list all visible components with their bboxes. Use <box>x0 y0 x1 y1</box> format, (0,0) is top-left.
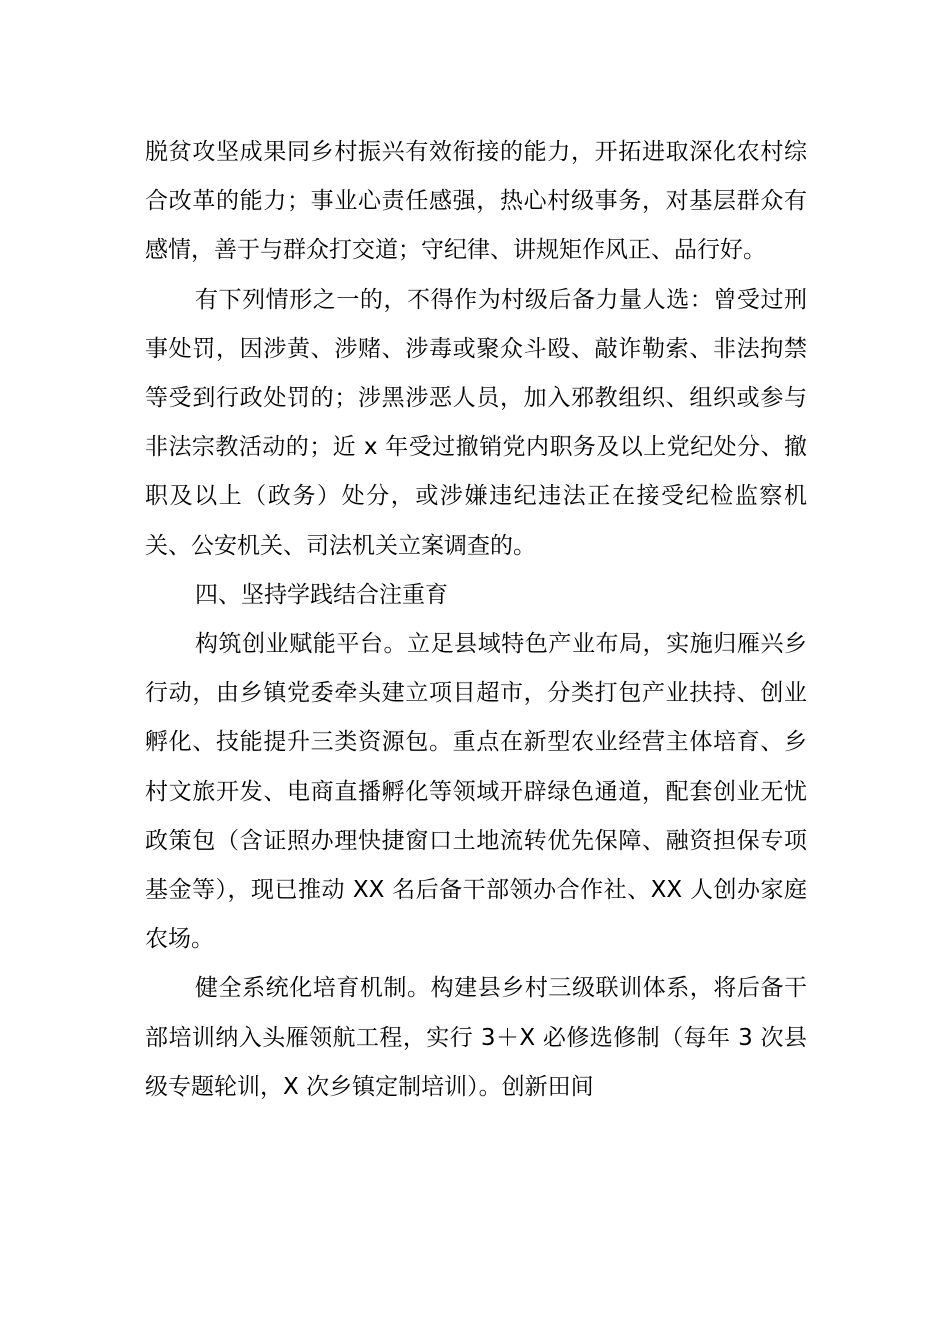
paragraph-continuation: 脱贫攻坚成果同乡村振兴有效衔接的能力，开拓进取深化农村综合改革的能力；事业心责任感强，热心村级事务，对基层群众有感情，善于与群众打交道；守纪律、讲规矩作风正、品行好。 <box>145 139 807 264</box>
paragraph-training-mechanism: 健全系统化培育机制。构建县乡村三级联训体系，将后备干部培训纳入头雁领航工程，实行 3＋X 必修选修制（每年 3 次县级专题轮训，X 次乡镇定制培训）。创新田间 <box>145 975 807 1100</box>
section-heading: 四、坚持学践结合注重育 <box>195 581 448 608</box>
paragraph-entrepreneurship-platform: 构筑创业赋能平台。立足县域特色产业布局，实施归雁兴乡行动，由乡镇党委牵头建立项目超市，分类打包产业扶持、创业孵化、技能提升三类资源包。重点在新型农业经营主体培育、乡村文旅开发、电商直播孵化等领域开辟绿色通道，配套创业无忧政策包（含证照办理快捷窗口土地流转优先保障、融资担保专项基金等），现已推动 XX 名后备干部领办合作社、XX 人创办家庭农场。 <box>145 631 807 953</box>
paragraph-disqualification: 有下列情形之一的，不得作为村级后备力量人选：曾受过刑事处罚，因涉黄、涉赌、涉毒或聚众斗殴、敲诈勒索、非法拘禁等受到行政处罚的；涉黑涉恶人员，加入邪教组织、组织或参与非法宗教活动的；近 x 年受过撤销党内职务及以上党纪处分、撤职及以上（政务）处分，或涉嫌违纪违法正在接受纪检监察机关、公安机关、司法机关立案调查的。 <box>145 286 807 559</box>
document-body <box>145 128 807 1112</box>
